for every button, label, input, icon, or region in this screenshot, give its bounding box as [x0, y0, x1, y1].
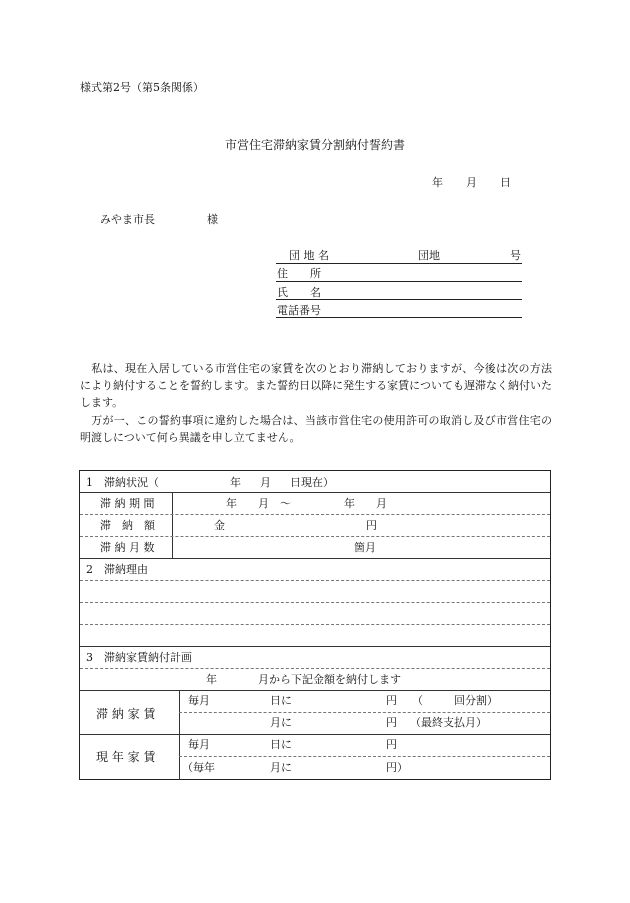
address-underline [276, 281, 522, 282]
reason-line [80, 580, 550, 581]
row-divider-dashed [179, 756, 550, 757]
pledge-paragraph-1: 私は、現在入居している市営住宅の家賃を次のとおり滞納しておりますが、今後は次の方法により納付することを誓約します。また誓約日以降に発生する家賃についても遅滞なく納付いたします。 [80, 362, 552, 409]
pledge-table [79, 470, 551, 780]
row2-yen: 円 [386, 716, 397, 729]
row1-day: 日に [270, 694, 292, 707]
section1-title: 1 滞納状況（ [86, 476, 159, 489]
name-underline [276, 299, 522, 300]
months-label: 滞 納 月 数 [100, 541, 155, 554]
row3-yen: 円 [386, 738, 397, 751]
row-divider [80, 646, 550, 647]
amount-label: 滞 納 額 [100, 519, 155, 532]
row4-month: 月に [270, 761, 292, 774]
months-unit: 箇月 [354, 541, 376, 554]
addressee-name: みやま市長 [100, 213, 155, 226]
section2-title: 2 滞納理由 [86, 563, 148, 576]
row2-note: （最終支払月） [410, 716, 487, 729]
danchi-underline [276, 263, 522, 264]
arrears-label: 滞 納 家 賃 [96, 707, 156, 721]
phone-label: 電話番号 [277, 304, 321, 317]
plan-year: 年 [206, 673, 217, 686]
row1-yen: 円 [386, 694, 397, 707]
row1-installments: 回分割） [454, 694, 498, 707]
row4-maitoshi: （毎年 [182, 761, 215, 774]
row1-maitsuki: 毎月 [188, 694, 210, 707]
address-label: 住 所 [277, 267, 321, 280]
row-divider-dashed [179, 712, 550, 713]
section3-column-divider [179, 690, 180, 780]
row3-maitsuki: 毎月 [188, 738, 210, 751]
amount-yen: 円 [366, 519, 377, 532]
danchi-suffix: 団地 [418, 249, 440, 262]
period-label: 滞 納 期 間 [100, 497, 155, 510]
addressee-honorific: 様 [207, 213, 218, 226]
section1-column-divider [172, 492, 173, 558]
period-month2: 月 [376, 497, 387, 510]
pledge-paragraph-2: 万が一、この誓約事項に違約した場合は、当該市営住宅の使用許可の取消し及び市営住宅の明渡しについて何ら異議を申し立てません。 [80, 414, 552, 444]
row-divider-dashed [80, 536, 550, 537]
date-month: 月 [466, 176, 477, 189]
row2-month: 月に [270, 716, 292, 729]
section1-as-of: 日現在） [290, 476, 334, 489]
row-divider-dashed [80, 514, 550, 515]
row-divider [80, 690, 550, 691]
plan-text: 月から下記金額を納付します [258, 673, 401, 686]
reason-line [80, 602, 550, 603]
date-year: 年 [432, 176, 443, 189]
row-divider [80, 558, 550, 559]
current-rent-label: 現 年 家 賃 [96, 750, 156, 764]
phone-underline [276, 317, 522, 318]
row1-paren: （ [412, 694, 423, 707]
row-divider [80, 492, 550, 493]
name-label: 氏 名 [277, 286, 321, 299]
row4-yen: 円） [386, 761, 408, 774]
period-year1: 年 [226, 497, 237, 510]
section1-year: 年 [230, 476, 241, 489]
period-month1: 月 ～ [258, 497, 291, 510]
danchi-label: 団 地 名 [289, 249, 329, 262]
period-year2: 年 [344, 497, 355, 510]
section3-title: 3 滞納家賃納付計画 [86, 651, 192, 664]
reason-line [80, 624, 550, 625]
date-day: 日 [500, 176, 511, 189]
row-divider-dashed [80, 668, 550, 669]
row-divider [80, 734, 550, 735]
row3-day: 日に [270, 738, 292, 751]
amount-kin: 金 [214, 519, 225, 532]
go-suffix: 号 [510, 249, 521, 262]
page-title: 市営住宅滞納家賃分割納付誓約書 [225, 138, 406, 152]
section1-month: 月 [260, 476, 271, 489]
form-number: 様式第2号（第5条関係） [80, 81, 204, 94]
